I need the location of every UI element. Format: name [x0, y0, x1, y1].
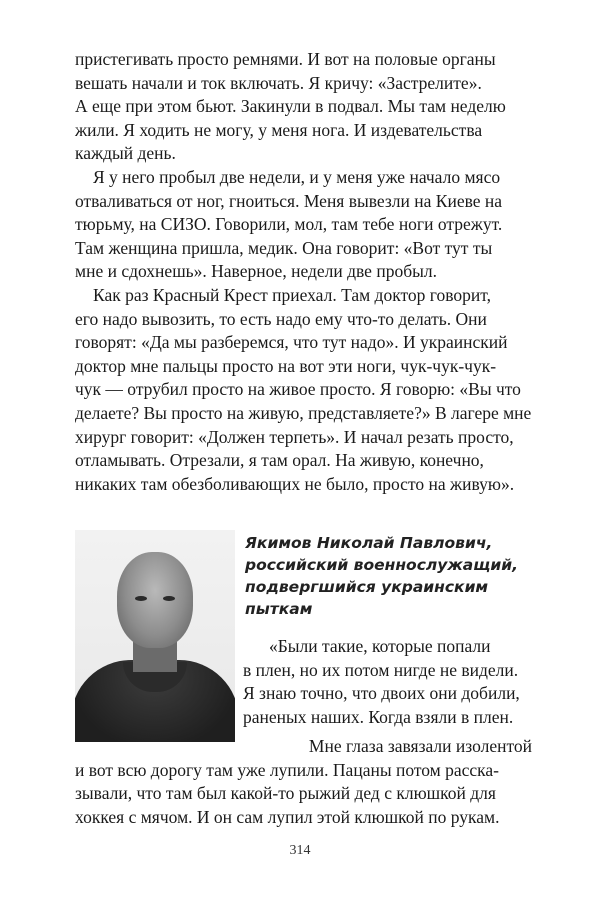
text-line: Там женщина пришла, медик. Она говорит: «Вот тут ты: [75, 237, 493, 258]
text-line: тюрьму, на СИЗО. Говорили, мол, там тебе ноги отрежут.: [75, 214, 503, 235]
text-line: мне и сдохнешь». Наверное, недели две пробыл.: [75, 261, 437, 282]
text-line: и вот всю дорогу там уже лупили. Пацаны потом расска-: [75, 759, 500, 780]
text-line: раненых наших. Когда взяли в плен.: [243, 706, 514, 727]
text-line: каждый день.: [75, 143, 176, 164]
text-line: хирург говорит: «Должен терпеть». И начал резать просто,: [75, 426, 514, 447]
text-line: отламывать. Отрезали, я там орал. На живую, конечно,: [75, 450, 484, 471]
text-line: жили. Я ходить не могу, у меня нога. И издевательства: [75, 119, 483, 140]
paragraph-2: [75, 166, 532, 284]
photo-head: [117, 552, 193, 648]
photo-eye-left: [135, 596, 147, 601]
text-line: Я знаю точно, что двоих они добили,: [243, 683, 520, 704]
photo-eye-right: [163, 596, 175, 601]
main-text-block: [75, 48, 532, 496]
page-number: 314: [289, 843, 311, 858]
text-line: «Были такие, которые попали: [269, 636, 491, 656]
caption-line: подвергшийся украинским: [245, 578, 489, 596]
photo-caption: [245, 532, 535, 620]
text-line: его надо вывозить, то есть надо ему что-то делать. Они: [75, 308, 487, 329]
continuation-text-block: [75, 735, 532, 829]
text-line: никаких там обезболивающих не было, просто на живую».: [75, 473, 515, 494]
text-line: доктор мне пальцы просто на вот эти ноги, чук-чук-чук-: [75, 355, 497, 376]
paragraph-1: [75, 48, 532, 166]
caption-line: пыткам: [245, 600, 313, 618]
text-line: хоккея с мячом. И он сам лупил этой клюшкой по рукам.: [75, 806, 500, 827]
text-line: пристегивать просто ремнями. И вот на половые органы: [75, 49, 496, 69]
portrait-photo: [75, 530, 235, 742]
side-text-block: [243, 635, 532, 729]
paragraph-3: [75, 284, 532, 496]
caption-line: российский военнослужащий,: [245, 556, 518, 574]
text-line: отваливаться от ног, гноиться. Меня вывезли на Киеве на: [75, 190, 503, 211]
text-line: делаете? Вы просто на живую, представляете?» В лагере мне: [75, 402, 532, 423]
text-line: Я у него пробыл две недели, и у меня уже начало мясо: [93, 166, 501, 187]
caption-line: Якимов Николай Павлович,: [245, 534, 493, 552]
text-line: А еще при этом бьют. Закинули в подвал. Мы там неделю: [75, 96, 506, 117]
text-line: говорят: «Да мы разберемся, что тут надо». И украинский: [75, 332, 508, 353]
text-line: зывали, что там был какой-то рыжий дед с клюшкой для: [75, 783, 496, 804]
text-line: Как раз Красный Крест приехал. Там доктор говорит,: [93, 284, 491, 305]
text-line: Мне глаза завязали изолентой: [308, 736, 532, 756]
text-line: чук — отрубил просто на живое просто. Я говорю: «Вы что: [75, 379, 521, 400]
text-line: в плен, но их потом нигде не видели.: [243, 659, 519, 680]
text-line: вешать начали и ток включать. Я кричу: «Застрелите».: [75, 72, 482, 93]
